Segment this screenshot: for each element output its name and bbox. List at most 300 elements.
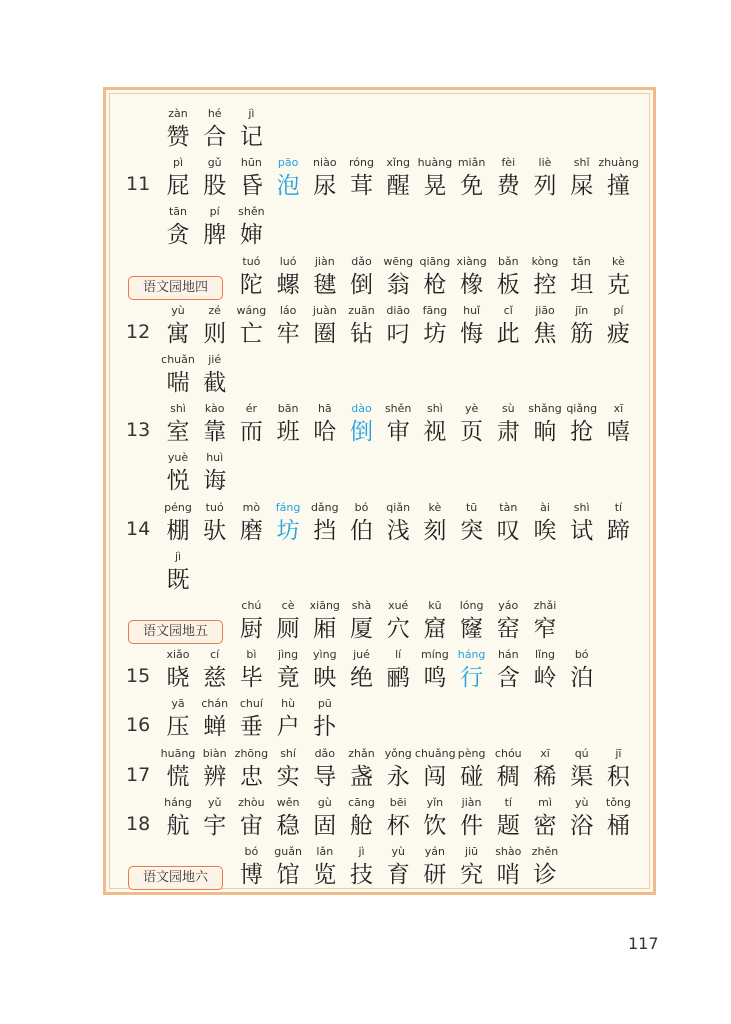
pinyin-label: hé: [207, 107, 222, 120]
pinyin-label: hán: [497, 648, 519, 662]
hanzi-character: 费: [496, 173, 520, 200]
pinyin-label: jié: [208, 353, 222, 366]
pinyin-label: zàn: [168, 107, 188, 120]
hanzi-character: 扑: [313, 714, 337, 741]
hanzi-character: 慈: [203, 665, 227, 692]
hanzi-character: 免: [460, 173, 484, 200]
pinyin-label: jì: [174, 549, 182, 563]
hanzi-character: 览: [313, 862, 337, 888]
pinyin-label: cè: [281, 599, 295, 612]
pinyin-label: kè: [612, 254, 625, 268]
hanzi-character: 压: [166, 714, 190, 741]
pinyin-label: yán: [424, 845, 445, 858]
character-cell: [525, 646, 565, 693]
hanzi-character: 则: [203, 320, 227, 347]
pinyin-label: zhòu: [238, 795, 265, 809]
hanzi-character: 班: [276, 419, 300, 446]
pinyin-label: hūn: [240, 156, 262, 170]
character-cell: [268, 400, 308, 447]
hanzi-character: 翁: [386, 271, 410, 298]
character-cell: [378, 400, 418, 447]
character-cell: [378, 154, 418, 201]
character-cell: [195, 745, 235, 792]
pinyin-label: jiāo: [535, 303, 555, 317]
pinyin-label: lóng: [459, 599, 484, 612]
character-cell: [415, 597, 455, 644]
character-cell: [378, 302, 418, 349]
pinyin-label: xǐng: [386, 156, 410, 170]
pinyin-label: jì: [358, 845, 365, 858]
character-cell: [268, 695, 308, 742]
pinyin-label: chuí: [239, 697, 263, 711]
pinyin-label: yù: [391, 845, 405, 858]
character-cell: [158, 794, 198, 841]
pinyin-label: lǎn: [316, 845, 334, 858]
character-cell: [195, 400, 235, 447]
hanzi-character: 股: [203, 173, 227, 200]
hanzi-character: 航: [166, 812, 190, 839]
pinyin-label: pèng: [457, 746, 486, 760]
hanzi-character: 诲: [203, 468, 227, 495]
pinyin-label: xiǎo: [166, 648, 190, 662]
hanzi-character: 窿: [460, 616, 484, 642]
lesson-number: 12: [126, 320, 151, 343]
pinyin-label: bì: [246, 648, 257, 662]
character-cell: [158, 154, 198, 201]
pinyin-label: dào: [351, 402, 372, 416]
hanzi-character: 悦: [166, 468, 190, 495]
hanzi-character: 昏: [239, 173, 263, 200]
pinyin-label: tǒng: [605, 795, 631, 809]
pinyin-label: dǎo: [351, 254, 372, 268]
pinyin-label: wěn: [276, 795, 300, 809]
section-row: [106, 253, 659, 302]
pinyin-label: bó: [244, 845, 259, 858]
character-cell: [378, 499, 418, 546]
pinyin-label: shì: [427, 402, 443, 416]
lesson-number: 18: [126, 812, 151, 835]
character-cell: [488, 745, 528, 792]
pinyin-label: zuān: [348, 303, 375, 317]
hanzi-character: 醒: [386, 173, 410, 200]
character-cell: [231, 400, 271, 447]
hanzi-character: 育: [386, 862, 410, 888]
character-cell: [268, 646, 308, 693]
character-cell: [562, 499, 602, 546]
character-cell: [525, 597, 565, 644]
character-cell: [195, 794, 235, 841]
hanzi-character: 稳: [276, 812, 300, 839]
character-cell: [452, 499, 492, 546]
character-cell: [488, 646, 528, 693]
character-cell: [488, 154, 528, 201]
pinyin-label: xué: [388, 599, 409, 612]
character-cell: [415, 302, 455, 349]
pinyin-label: juàn: [312, 303, 337, 317]
hanzi-character: 技: [350, 862, 373, 888]
character-cell: [488, 597, 528, 644]
character-cell: [342, 302, 382, 349]
hanzi-character: 馆: [276, 862, 300, 888]
hanzi-character: 厦: [350, 616, 373, 642]
character-cell: [562, 745, 602, 792]
hanzi-character: 审: [386, 419, 410, 446]
character-cell: [158, 499, 198, 546]
lesson-row: [106, 400, 659, 449]
character-cell: [525, 253, 565, 300]
hanzi-character: 慌: [166, 763, 190, 790]
character-cell: [598, 794, 638, 841]
lesson-number: 13: [126, 419, 151, 442]
section-badge: 语文园地六: [128, 866, 223, 890]
hanzi-character: 截: [203, 370, 227, 396]
pinyin-label: jì: [248, 107, 255, 120]
pinyin-label: fáng: [275, 500, 301, 514]
hanzi-character: 合: [203, 124, 227, 150]
hanzi-character: 磨: [239, 517, 263, 544]
character-cell: [415, 154, 455, 201]
hanzi-character: 列: [533, 173, 557, 200]
character-cell: [195, 154, 235, 201]
hanzi-character: 视: [423, 419, 447, 446]
character-cell: [231, 843, 271, 890]
character-cell: [415, 794, 455, 841]
section-badge: 语文园地四: [128, 276, 223, 300]
pinyin-label: pū: [317, 697, 332, 711]
pinyin-label: chuǎng: [414, 746, 456, 760]
hanzi-character: 此: [496, 320, 520, 347]
character-cell: [525, 499, 565, 546]
hanzi-character: 疲: [606, 320, 630, 347]
character-cell: [305, 597, 345, 644]
hanzi-character: 博: [239, 862, 263, 888]
pinyin-label: bǎn: [497, 254, 519, 268]
hanzi-character: 饮: [423, 812, 447, 839]
lesson-number: 16: [126, 714, 151, 737]
pinyin-label: shǎng: [528, 402, 562, 416]
character-cell: [268, 794, 308, 841]
character-cell: [598, 499, 638, 546]
pinyin-label: bó: [574, 648, 589, 662]
pinyin-label: bān: [277, 402, 299, 416]
pinyin-label: jī: [615, 746, 622, 760]
lesson-row: [106, 695, 659, 744]
hanzi-character: 克: [606, 271, 630, 298]
pinyin-label: pāo: [277, 156, 299, 170]
pinyin-label: wēng: [383, 254, 414, 268]
character-cell: [598, 400, 638, 447]
hanzi-character: 蹄: [606, 517, 630, 544]
hanzi-character: 辨: [203, 763, 227, 790]
lesson-number: 17: [126, 763, 151, 786]
pinyin-label: diāo: [386, 303, 410, 317]
pinyin-label: pì: [172, 156, 184, 170]
pinyin-label: háng: [457, 648, 486, 662]
pinyin-label: bó: [354, 500, 369, 514]
pinyin-label: zhuàng: [598, 156, 639, 170]
pinyin-label: xī: [613, 402, 624, 416]
hanzi-character: 映: [313, 665, 337, 692]
hanzi-character: 含: [496, 665, 520, 692]
lesson-row: [106, 646, 659, 695]
hanzi-character: 厢: [313, 616, 337, 642]
character-cell: [415, 253, 455, 300]
pinyin-label: pí: [209, 205, 220, 219]
character-cell: [231, 105, 271, 152]
character-cell: [305, 154, 345, 201]
pinyin-label: shěn: [238, 205, 265, 219]
character-cell: [195, 449, 235, 496]
hanzi-character: 坦: [570, 271, 594, 298]
pinyin-label: qiāng: [419, 254, 451, 268]
pinyin-label: yè: [464, 402, 479, 416]
pinyin-label: shǐ: [573, 156, 590, 170]
character-cell: [231, 745, 271, 792]
pinyin-label: huì: [206, 451, 224, 465]
pinyin-label: shì: [573, 500, 590, 514]
pinyin-label: chú: [241, 599, 262, 612]
section-row: [106, 843, 659, 892]
pinyin-label: jīn: [575, 303, 589, 317]
character-cell: [231, 695, 271, 742]
pinyin-label: jué: [353, 648, 370, 662]
character-cell: [231, 302, 271, 349]
character-cell: [231, 253, 271, 300]
hanzi-character: 积: [606, 763, 630, 790]
continuation-row: [106, 203, 659, 252]
pinyin-label: xiāng: [309, 599, 340, 612]
character-cell: [268, 745, 308, 792]
pinyin-label: dǎng: [310, 500, 339, 514]
character-cell: [452, 745, 492, 792]
character-cell: [562, 302, 602, 349]
character-cell: [158, 695, 198, 742]
character-cell: [231, 499, 271, 546]
hanzi-character: 永: [386, 763, 410, 790]
character-cell: [342, 154, 382, 201]
hanzi-character: 密: [533, 812, 557, 839]
hanzi-character: 靠: [203, 419, 227, 446]
character-cell: [598, 253, 638, 300]
pinyin-label: tān: [168, 205, 188, 219]
pinyin-label: hā: [317, 402, 332, 416]
hanzi-character: 厨: [239, 616, 263, 642]
pinyin-label: wáng: [236, 303, 267, 317]
hanzi-character: 悔: [460, 320, 484, 347]
character-cell: [342, 646, 382, 693]
pinyin-label: dǎo: [314, 746, 336, 760]
character-cell: [562, 253, 602, 300]
character-cell: [305, 695, 345, 742]
character-cell: [305, 400, 345, 447]
character-cell: [415, 646, 455, 693]
hanzi-character: 毕: [239, 665, 263, 692]
lesson-row: [106, 499, 659, 548]
character-cell: [158, 646, 198, 693]
hanzi-character: 哨: [496, 862, 520, 888]
pinyin-label: chuǎn: [161, 353, 195, 366]
pinyin-label: shěn: [384, 402, 412, 416]
pinyin-label: liè: [538, 156, 552, 170]
character-cell: [562, 646, 602, 693]
hanzi-character: 赞: [166, 124, 190, 150]
character-cell: [488, 253, 528, 300]
hanzi-character: 钻: [350, 320, 373, 347]
hanzi-character: 伯: [350, 517, 373, 544]
hanzi-character: 嘻: [606, 419, 630, 446]
pinyin-label: kè: [428, 500, 442, 514]
hanzi-character: 稀: [533, 763, 557, 790]
lesson-number: 14: [126, 517, 151, 540]
hanzi-character: 究: [460, 862, 484, 888]
character-cell: [305, 302, 345, 349]
hanzi-character: 枪: [423, 271, 447, 298]
character-cell: [268, 154, 308, 201]
pinyin-label: huāng: [160, 746, 196, 760]
hanzi-character: 稠: [496, 763, 520, 790]
hanzi-character: 屁: [166, 173, 190, 200]
pinyin-label: chán: [201, 697, 229, 711]
hanzi-character: 窄: [533, 616, 557, 642]
hanzi-character: 既: [166, 566, 190, 593]
hanzi-character: 绝: [350, 665, 373, 692]
character-cell: [452, 253, 492, 300]
character-cell: [598, 745, 638, 792]
hanzi-character: 浴: [570, 812, 594, 839]
hanzi-character: 毽: [313, 271, 337, 298]
pinyin-label: gǔ: [207, 156, 222, 170]
pinyin-label: tí: [504, 795, 512, 809]
pinyin-label: jiàn: [314, 254, 335, 268]
pinyin-label: fèi: [501, 156, 516, 170]
hanzi-character: 屎: [570, 173, 594, 200]
character-cell: [452, 302, 492, 349]
pinyin-label: jìng: [278, 648, 299, 662]
pinyin-label: hù: [281, 697, 296, 711]
character-cell: [378, 646, 418, 693]
pinyin-label: shào: [495, 845, 522, 858]
character-cell: [342, 745, 382, 792]
page-number: 117: [628, 934, 659, 953]
hanzi-character: 户: [276, 714, 300, 741]
pinyin-label: huàng: [417, 156, 453, 170]
pinyin-label: lí: [395, 648, 402, 662]
section-badge: 语文园地五: [128, 620, 223, 644]
hanzi-character: 记: [239, 124, 263, 150]
character-cell: [378, 597, 418, 644]
lesson-number: 11: [126, 173, 151, 196]
character-cell: [158, 400, 198, 447]
pinyin-label: cāng: [348, 795, 375, 809]
character-cell: [378, 794, 418, 841]
pinyin-label: láo: [279, 303, 297, 317]
pinyin-label: tàn: [499, 500, 518, 514]
hanzi-character: 晌: [533, 419, 557, 446]
character-cell: [488, 499, 528, 546]
pinyin-label: biàn: [202, 746, 227, 760]
pinyin-label: yuè: [167, 451, 189, 465]
continuation-row: [106, 449, 659, 498]
pinyin-label: ér: [245, 402, 258, 416]
hanzi-character: 页: [460, 419, 484, 446]
character-cell: [158, 745, 198, 792]
hanzi-character: 穴: [386, 616, 410, 642]
continuation-row: [106, 351, 659, 400]
pinyin-label: yǒng: [384, 746, 412, 760]
hanzi-character: 行: [460, 665, 484, 692]
pinyin-label: gù: [317, 795, 332, 809]
pinyin-label: yù: [574, 795, 589, 809]
character-cell: [562, 400, 602, 447]
hanzi-character: 诊: [533, 862, 557, 888]
hanzi-character: 板: [496, 271, 520, 298]
hanzi-character: 棚: [166, 517, 190, 544]
hanzi-character: 亡: [239, 320, 263, 347]
character-cell: [158, 351, 198, 398]
pinyin-label: tí: [614, 500, 623, 514]
character-cell: [231, 794, 271, 841]
pinyin-label: yā: [171, 697, 185, 711]
character-cell: [488, 843, 528, 890]
lesson-row: [106, 745, 659, 794]
hanzi-character: 导: [313, 763, 337, 790]
hanzi-character: 撞: [606, 173, 630, 200]
character-cell: [231, 597, 271, 644]
hanzi-character: 寓: [166, 320, 190, 347]
pinyin-label: lǐng: [534, 648, 556, 662]
character-cell: [195, 499, 235, 546]
pinyin-label: guǎn: [274, 845, 302, 858]
character-cell: [231, 203, 271, 250]
character-cell: [415, 499, 455, 546]
pinyin-label: zhěn: [531, 845, 559, 858]
hanzi-character: 尿: [313, 173, 337, 200]
hanzi-character: 焦: [533, 320, 557, 347]
character-cell: [268, 843, 308, 890]
hanzi-character: 碰: [460, 763, 484, 790]
pinyin-label: mì: [538, 795, 552, 809]
character-cell: [525, 843, 565, 890]
pinyin-label: miǎn: [457, 156, 486, 170]
pinyin-label: yǐn: [426, 795, 444, 809]
pinyin-label: qú: [574, 746, 589, 760]
character-cell: [452, 400, 492, 447]
continuation-row: [106, 548, 659, 597]
character-cell: [452, 843, 492, 890]
character-cell: [378, 253, 418, 300]
character-cell: [342, 253, 382, 300]
character-cell: [305, 794, 345, 841]
lesson-row: [106, 154, 659, 203]
hanzi-character: 固: [313, 812, 337, 839]
hanzi-character: 婶: [239, 222, 263, 249]
hanzi-character: 渠: [570, 763, 594, 790]
hanzi-character: 叼: [386, 320, 410, 347]
character-cell: [525, 302, 565, 349]
character-cell: [488, 302, 528, 349]
hanzi-character: 控: [533, 271, 557, 298]
pinyin-label: zhǎi: [533, 599, 557, 612]
hanzi-character: 喘: [166, 370, 190, 396]
hanzi-character: 抢: [570, 419, 594, 446]
pinyin-label: ài: [540, 500, 550, 514]
hanzi-character: 倒: [350, 271, 373, 298]
character-cell: [452, 597, 492, 644]
character-cell: [342, 499, 382, 546]
hanzi-character: 而: [239, 419, 263, 446]
pinyin-label: tuó: [242, 254, 261, 268]
character-cell: [231, 154, 271, 201]
